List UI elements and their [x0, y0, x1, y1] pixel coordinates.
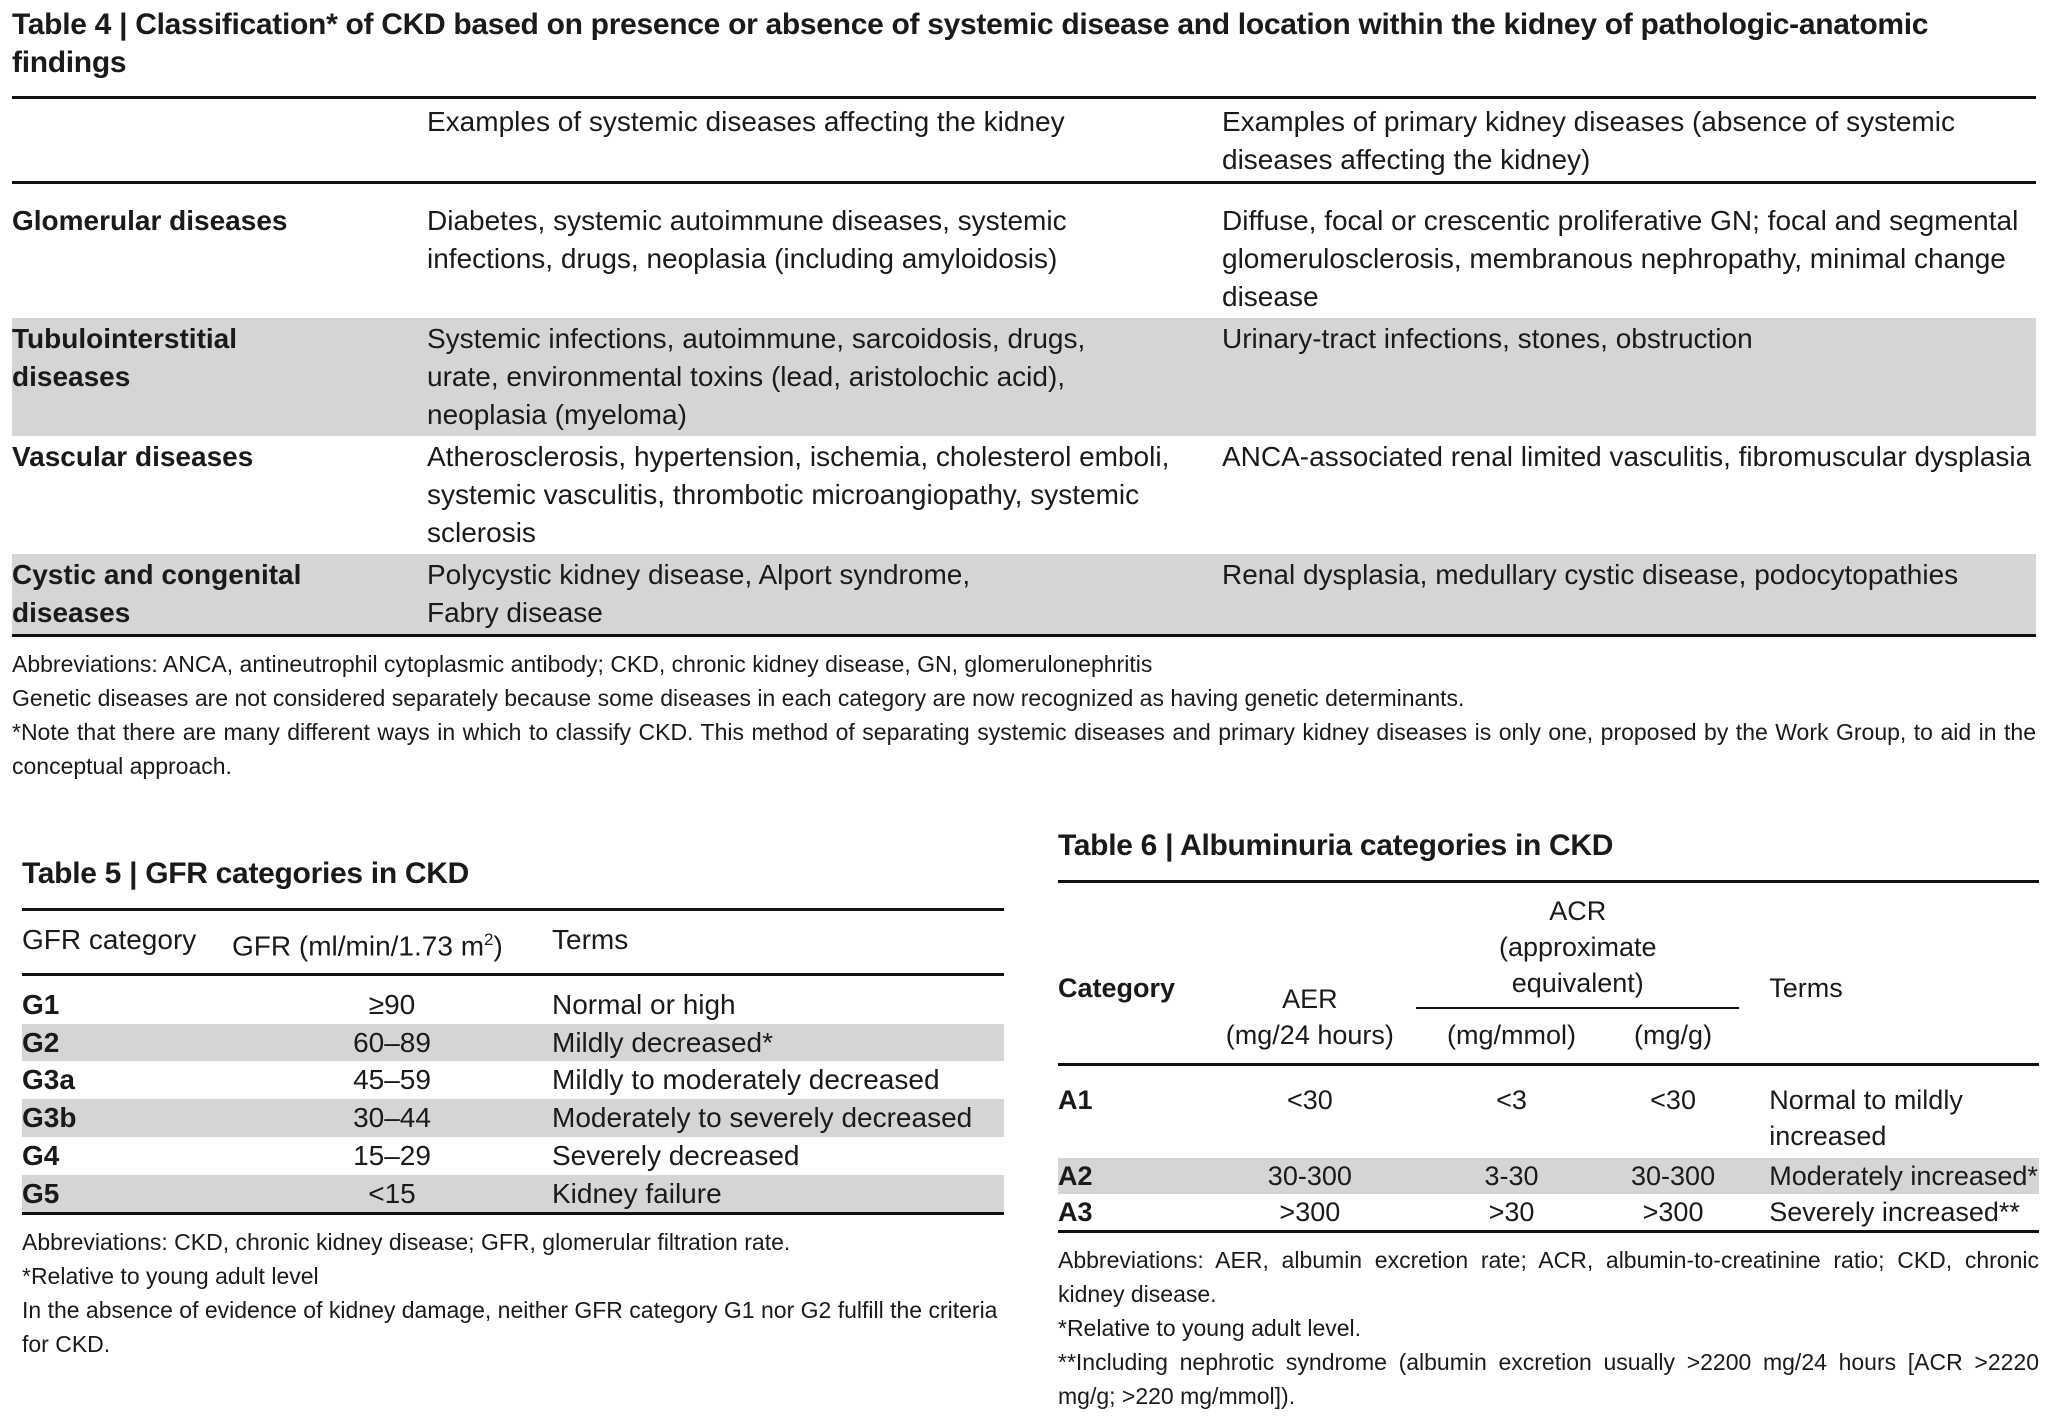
- header-cell: [232, 910, 552, 975]
- term-cell: Severely increased**: [1769, 1197, 2020, 1227]
- header-cell: Examples of systemic diseases affecting the kidney: [427, 106, 1065, 137]
- table-row: [22, 1175, 1004, 1214]
- header-acr: ACR (approximate equivalent): [1416, 882, 1739, 1009]
- table-row: [22, 1099, 1004, 1137]
- gfr-cell: <15: [232, 1175, 552, 1214]
- footnote: *Relative to young adult level: [22, 1263, 319, 1290]
- category-cell: A1: [1058, 1085, 1093, 1115]
- header-cell: [12, 98, 427, 183]
- systemic-cell: Systemic infections, autoimmune, sarcoidosis, drugs, urate, environmental toxins (lead, aristolochic acid), neoplasia (myeloma): [427, 318, 1222, 436]
- term-cell: Mildly decreased*: [552, 1024, 1004, 1062]
- gfr-cell: 45–59: [353, 1064, 431, 1096]
- table-6-title: Table 6 | Albuminuria categories in CKD: [1058, 829, 1614, 862]
- acr-g-cell: >300: [1642, 1197, 1704, 1227]
- header-terms: Terms: [1769, 973, 1843, 1003]
- term-cell: Mildly to moderately decreased: [552, 1064, 940, 1096]
- footnote: **Including nephrotic syndrome (albumin excretion usually >2200 mg/24 hours [ACR >2220 mg/g; >220 mg/mmol]).: [1058, 1349, 2039, 1409]
- table-row: [22, 1061, 1004, 1099]
- superscript: 2: [484, 930, 494, 949]
- table-row: [12, 318, 2036, 436]
- footnote: Abbreviations: ANCA, antineutrophil cytoplasmic antibody; CKD, chronic kidney disease, GN, glomerulonephritis: [12, 651, 1153, 677]
- systemic-cell: Diabetes, systemic autoimmune diseases, systemic infections, drugs, neoplasia (including amyloidosis): [427, 205, 1067, 274]
- primary-cell: Renal dysplasia, medullary cystic disease, podocytopathies: [1222, 554, 2036, 636]
- table-4-title: Table 4 | Classification* of CKD based on presence or absence of systemic disease and location within the kidney of pathologic-anatomic findings: [12, 8, 1929, 79]
- term-cell: Normal or high: [552, 989, 736, 1021]
- table-header-row: [22, 910, 1004, 975]
- aer-cell: >300: [1279, 1197, 1341, 1227]
- header-aer: [1203, 882, 1416, 1065]
- category-cell: G5: [22, 1175, 232, 1214]
- acr-g-cell: <30: [1650, 1085, 1696, 1115]
- category-cell: G4: [22, 1139, 60, 1171]
- footnote: In the absence of evidence of kidney damage, neither GFR category G1 nor G2 fulfill the criteria for CKD.: [22, 1297, 998, 1358]
- acr-mmol-cell: >30: [1488, 1197, 1535, 1227]
- term-cell: Moderately to severely decreased: [552, 1099, 1004, 1137]
- primary-cell: ANCA-associated renal limited vasculitis, fibromuscular dysplasia: [1222, 441, 2032, 472]
- table-row: [22, 986, 1004, 1024]
- aer-label: AER: [1282, 984, 1338, 1014]
- table-row: [12, 554, 2036, 636]
- footnote: Genetic diseases are not considered separately because some diseases in each category are now recognized as having genetic determinants.: [12, 685, 1465, 711]
- footnote: *Note that there are many different ways in which to classify CKD. This method of separating systemic diseases and primary kidney diseases is only one, proposed by the Work Group, to aid in the conceptual approach.: [12, 719, 2036, 779]
- gfr-unit-text: GFR (ml/min/1.73 m: [232, 930, 485, 962]
- table-row: [22, 1137, 1004, 1175]
- table-4: [12, 6, 2036, 783]
- category-cell: A2: [1058, 1158, 1203, 1194]
- header-category: Category: [1058, 973, 1176, 1003]
- table-row: [1058, 1158, 2039, 1194]
- table-header-row: [12, 98, 2036, 183]
- acr-mmol-cell: <3: [1496, 1085, 1527, 1115]
- category-cell: Tubulointerstitial diseases: [12, 318, 427, 436]
- category-cell: G2: [22, 1024, 232, 1062]
- category-cell: Glomerular diseases: [12, 205, 288, 236]
- table-6: [1058, 828, 2039, 1413]
- primary-cell: Diffuse, focal or crescentic proliferative GN; focal and segmental glomerulosclerosis, membranous nephropathy, minimal change disease: [1222, 205, 2019, 312]
- category-cell: G1: [22, 989, 60, 1021]
- table-row: [12, 183, 2036, 319]
- category-cell: G3b: [22, 1099, 232, 1137]
- header-cell: GFR category: [22, 924, 197, 955]
- gfr-cell: ≥90: [368, 989, 416, 1021]
- primary-cell: Urinary-tract infections, stones, obstruction: [1222, 318, 2036, 436]
- table-5-footnotes: [22, 1225, 1004, 1361]
- table-row: [1058, 1194, 2039, 1232]
- gfr-cell: 60–89: [232, 1024, 552, 1062]
- systemic-cell: Polycystic kidney disease, Alport syndrome, Fabry disease: [427, 554, 1222, 636]
- acr-g-cell: 30-300: [1607, 1158, 1739, 1194]
- category-cell: G3a: [22, 1064, 75, 1096]
- aer-cell: <30: [1286, 1085, 1333, 1115]
- systemic-cell: Atherosclerosis, hypertension, ischemia, cholesterol emboli, systemic vasculitis, thrombotic microangiopathy, systemic sclerosis: [427, 441, 1170, 548]
- table-6-footnotes: [1058, 1243, 2039, 1413]
- table-6-grid: [1058, 880, 2039, 1233]
- footnote: Abbreviations: AER, albumin excretion rate; ACR, albumin-to-creatinine ratio; CKD, chronic kidney disease.: [1058, 1247, 2039, 1307]
- table-row: [12, 436, 2036, 554]
- header-acr-g: (mg/g): [1634, 1020, 1713, 1050]
- table-4-grid: [12, 96, 2036, 637]
- footnote: *Relative to young adult level.: [1058, 1315, 1362, 1341]
- gfr-cell: 15–29: [353, 1139, 431, 1171]
- table-5: [22, 856, 1004, 1361]
- gfr-cell: 30–44: [232, 1099, 552, 1137]
- table-header-row: [1058, 882, 2039, 1009]
- aer-unit: (mg/24 hours): [1225, 1020, 1394, 1050]
- category-cell: Vascular diseases: [12, 441, 254, 472]
- category-cell: Cystic and congenital diseases: [12, 554, 427, 636]
- header-acr-mmol: (mg/mmol): [1447, 1020, 1577, 1050]
- footnote: Abbreviations: CKD, chronic kidney disease; GFR, glomerular filtration rate.: [22, 1229, 791, 1256]
- term-cell: Severely decreased: [552, 1139, 800, 1171]
- aer-cell: 30-300: [1203, 1158, 1416, 1194]
- table-row: [22, 1024, 1004, 1062]
- term-cell: Normal to mildly increased: [1769, 1085, 1963, 1151]
- term-cell: Kidney failure: [552, 1175, 1004, 1214]
- category-cell: A3: [1058, 1197, 1093, 1227]
- table-5-title: Table 5 | GFR categories in CKD: [22, 857, 469, 890]
- header-cell: Examples of primary kidney diseases (absence of systemic diseases affecting the kidney): [1222, 106, 1955, 175]
- table-row: [1058, 1065, 2039, 1159]
- acr-mmol-cell: 3-30: [1416, 1158, 1607, 1194]
- term-cell: Moderately increased*: [1739, 1158, 2039, 1194]
- table-4-footnotes: [12, 647, 2036, 783]
- table-5-grid: [22, 908, 1004, 1215]
- header-cell: Terms: [552, 924, 629, 955]
- gfr-unit-close: ): [493, 930, 503, 962]
